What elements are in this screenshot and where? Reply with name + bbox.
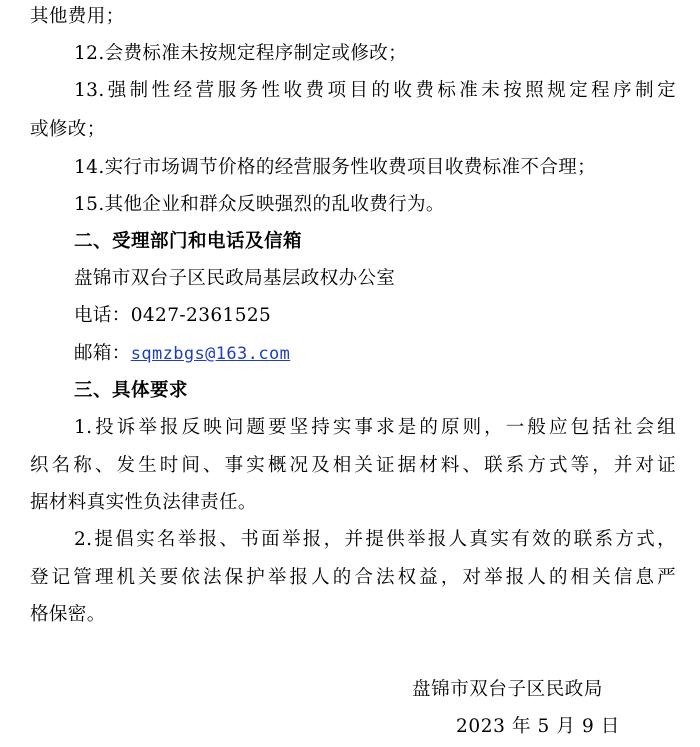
list-item-13: 13.强制性经营服务性收费项目的收费标准未按照规定程序制定 <box>74 80 676 101</box>
text-line-1: 其他费用； <box>30 6 125 27</box>
requirement-2-line-1: 2.提倡实名举报、书面举报，并提供举报人真实有效的联系方式， <box>74 529 676 550</box>
requirement-1-line-3: 据材料真实性负法律责任。 <box>30 492 257 513</box>
requirement-2-line-3: 格保密。 <box>30 604 106 625</box>
office-name: 盘锦市双台子区民政局基层政权办公室 <box>74 268 396 289</box>
list-item-15: 15.其他企业和群众反映强烈的乱收费行为。 <box>74 194 445 215</box>
email-label: 邮箱： <box>74 343 131 364</box>
section-heading-2: 二、受理部门和电话及信箱 <box>74 231 303 252</box>
phone-number: 0427-2361525 <box>130 305 272 326</box>
requirement-1-line-1: 1.投诉举报反映问题要坚持实事求是的原则，一般应包括社会组 <box>74 417 676 438</box>
signature-org: 盘锦市双台子区民政局 <box>412 679 604 700</box>
list-item-12: 12.会费标准未按规定程序制定或修改； <box>74 43 408 64</box>
email-row <box>74 341 700 367</box>
phone-row <box>74 303 700 329</box>
signature-date: 2023 年 5 月 9 日 <box>456 716 620 737</box>
phone-label: 电话： <box>74 305 131 326</box>
section-heading-3: 三、具体要求 <box>74 380 189 401</box>
requirement-2-line-2: 登记管理机关要依法保护举报人的合法权益，对举报人的相关信息严 <box>30 567 676 588</box>
list-item-13-cont: 或修改； <box>30 119 106 140</box>
list-item-14: 14.实行市场调节价格的经营服务性收费项目收费标准不合理； <box>74 157 597 178</box>
email-link[interactable]: sqmzbgs@163.com <box>130 344 291 364</box>
requirement-1-line-2: 织名称、发生时间、事实概况及相关证据材料、联系方式等，并对证 <box>30 455 676 476</box>
